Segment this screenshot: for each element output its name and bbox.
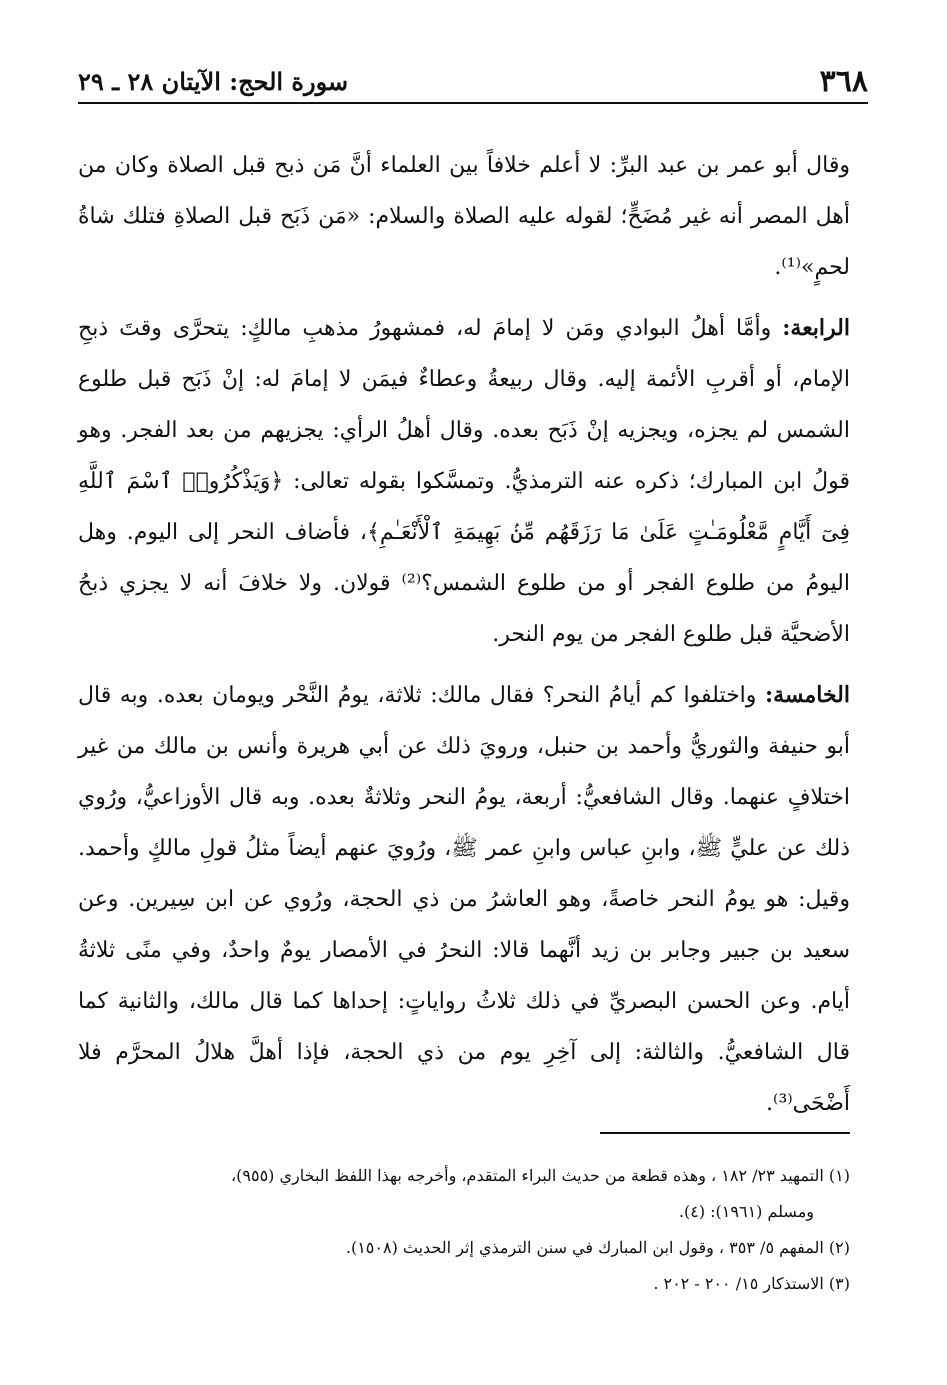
header-divider [78,102,868,104]
footnotes [78,1158,850,1302]
paragraph-4th-issue [78,303,850,660]
main-text [78,140,850,1129]
paragraph-lead: الرابعة: [782,315,850,341]
footnote-3 [78,1266,850,1302]
footnote-marker: (٢) [828,1238,850,1257]
footnote-divider [600,1132,850,1134]
footnote-1 [78,1158,850,1194]
paragraph-text: وأمَّا أهلُ البوادي ومَن لا إمامَ له، فمشهورُ مذهبِ مالكٍ: يتحرَّى وقتَ ذبحِ الإمام، أو أقربِ الأئمة إليه. وقال ربيعةُ وعطاءٌ فيمَن لا إمامَ له: إنْ ذَبَح قبل طلوع الشمس لم يجزه، ويجزيه إنْ ذَبَح بعده. وقال أهلُ الرأي: يجزيهم من بعد الفجر. وهو قولُ ابن المبارك؛ ذكره عنه الترمذيُّ. وتمسَّكوا بقوله تعالى: ﴿وَيَذْكُرُوا۟ ٱسْمَ ٱللَّهِ فِىٓ أَيَّامٍ مَّعْلُومَـٰتٍ عَلَىٰ مَا رَزَقَهُم مِّنۢ بَهِيمَةِ ٱلْأَنْعَـٰمِ﴾، فأضاف النحر إلى اليوم. وهل اليومُ من طلوع الفجر أو من طلوع الشمس؟⁽²⁾ قولان. ولا خلافَ أنه لا يجزي ذبحُ الأضحيَّة قبل طلوع الفجر من يوم النحر. [78,316,850,647]
page-number: ٣٦٨ [819,64,868,99]
page-header [78,62,868,102]
paragraph-5th-issue [78,670,850,1129]
paragraph-text: واختلفوا كم أيامُ النحر؟ فقال مالك: ثلاثة، يومُ النَّحْر ويومان بعده. وبه قال أبو حنيفة والثوريُّ وأحمد بن حنبل، ورويَ ذلك عن أبي هريرة وأنس بن مالك من غير اختلافٍ عنهما. وقال الشافعيُّ: أربعة، يومُ النحر وثلاثةٌ بعده. وبه قال الأوزاعيُّ، ورُوي ذلك عن عليٍّ ﷺ، وابنِ عباس وابنِ عمر ﷺ، ورُويَ عنهم أيضاً مثلُ قولِ مالكٍ وأحمد. وقيل: هو يومُ النحر خاصةً، وهو العاشرُ من ذي الحجة، ورُوي عن ابن سِيرين. وعن سعيد بن جبير وجابر بن زيد أنَّهما قالا: النحرُ في الأمصار يومٌ واحدٌ، وفي منًى ثلاثةُ أيام. وعن الحسن البصريِّ في ذلك ثلاثُ رواياتٍ: إحداها كما قال مالك، والثانية كما قال الشافعيُّ. والثالثة: إلى آخِرِ يوم من ذي الحجة، فإذا أهلَّ هلالُ المحرَّم فلا أَضْحَى⁽³⁾. [78,683,850,1116]
footnote-text: المفهم ٥/ ٣٥٣ ، وقول ابن المبارك في سنن الترمذي إثر الحديث (١٥٠٨). [345,1238,824,1257]
running-title: سورة الحج: الآيتان ٢٨ ـ ٢٩ [78,67,349,96]
footnote-text: الاستذكار ١٥/ ٢٠٠ - ٢٠٢ . [653,1274,824,1293]
footnote-text: التمهيد ٢٣/ ١٨٢ ، وهذه قطعة من حديث البراء المتقدم، وأخرجه بهذا اللفظ البخاري (٩٥٥)، [230,1166,824,1185]
footnote-2 [78,1230,850,1266]
paragraph-1 [78,140,850,293]
paragraph-1-text: وقال أبو عمر بن عبد البرِّ: لا أعلم خلافاً بين العلماء أنَّ مَن ذبح قبل الصلاة وكان من أهل المصر أنه غير مُضَحٍّ؛ لقوله عليه الصلاة والسلام: «مَن ذَبَح قبل الصلاةِ فتلك شاةُ لحمٍ»⁽¹⁾. [78,153,850,280]
footnote-1-continuation: ومسلم (١٩٦١): (٤). [678,1202,814,1221]
footnote-marker: (٣) [828,1274,850,1293]
paragraph-lead: الخامسة: [764,682,850,708]
footnote-marker: (١) [828,1166,850,1185]
